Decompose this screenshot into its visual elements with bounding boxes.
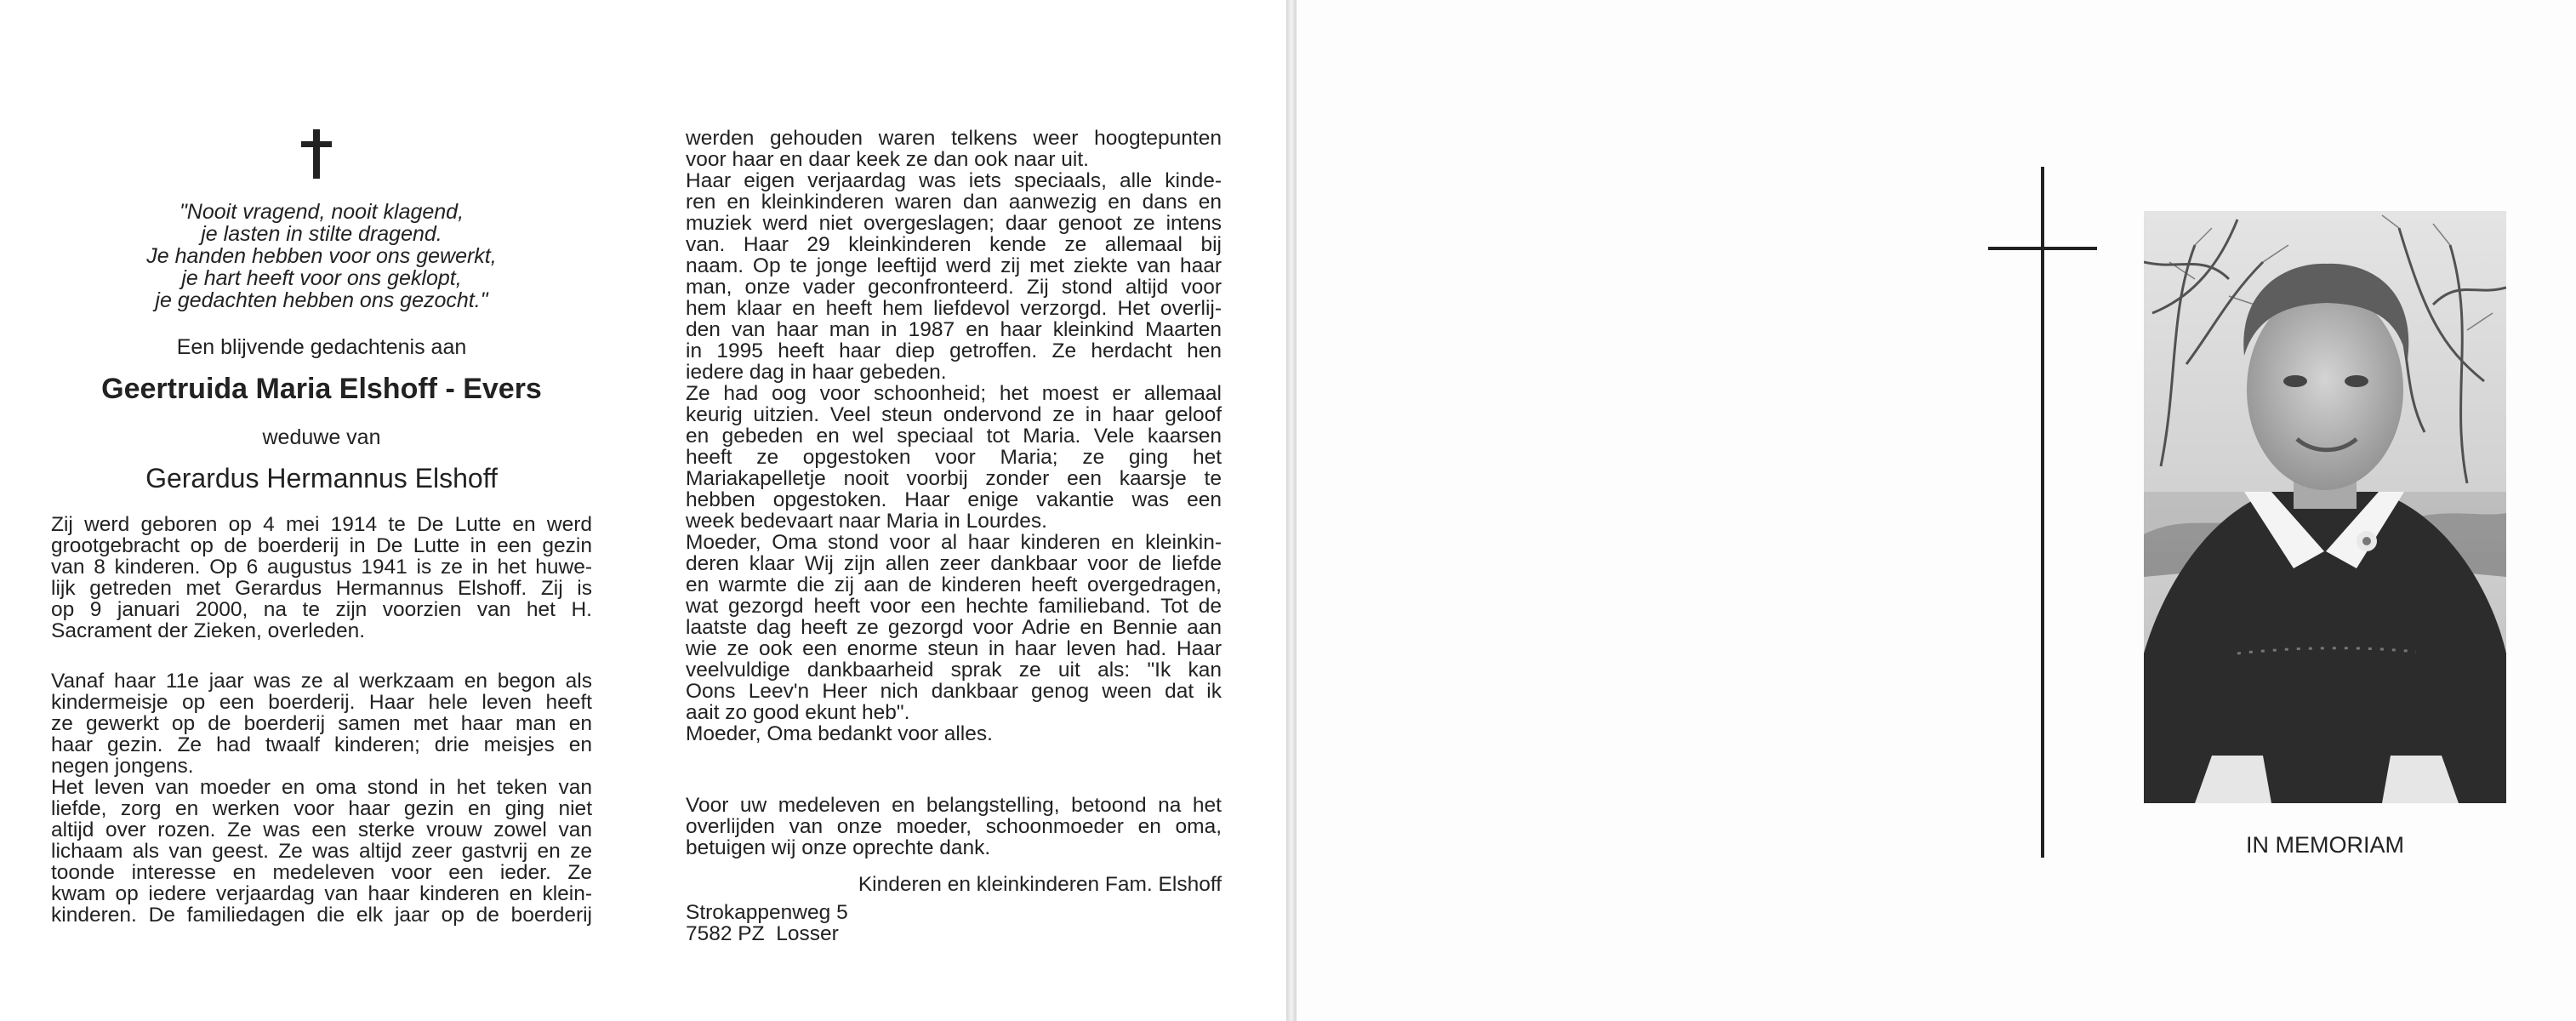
- in-memoriam-caption: IN MEMORIAM: [2246, 832, 2404, 858]
- text-line: liefde, zorg en werken voor haar gezin en ging niet: [51, 797, 592, 820]
- address: [686, 902, 1222, 944]
- large-cross-horizontal: [1988, 247, 2097, 250]
- text-line: in 1995 heeft haar diep getroffen. Ze herdacht hen: [686, 339, 1222, 362]
- text-line: van 8 kinderen. Op 6 augustus 1941 is ze in het huwe-: [51, 556, 592, 579]
- poem: [51, 201, 592, 311]
- intro-text: Een blijvende gedachtenis aan: [176, 335, 467, 359]
- text-line: wat gezorgd heeft voor een hechte familieband. Tot de: [686, 595, 1222, 618]
- text-line: Moeder, Oma stond voor al haar kinderen en kleinkin-: [686, 531, 1222, 554]
- text-line: en gebeden en wel speciaal tot Maria. Vele kaarsen: [686, 425, 1222, 448]
- text-line: haar gezin. Ze had twaalf kinderen; drie meisjes en: [51, 733, 592, 756]
- text-line: Het leven van moeder en oma stond in het teken van: [51, 776, 592, 799]
- text-line: keurig uitzien. Veel steun ondervond ze in haar geloof: [686, 403, 1222, 426]
- text-line: Vanaf haar 11e jaar was ze al werkzaam en begon als: [51, 670, 592, 693]
- address-line: Strokappenweg 5: [686, 901, 848, 924]
- poem-line: je hart heeft voor ons geklopt,: [181, 266, 462, 290]
- text-line: iedere dag in haar gebeden.: [686, 361, 947, 384]
- card-fold: [1286, 0, 1297, 1021]
- spouse-name: Gerardus Hermannus Elshoff: [145, 463, 498, 493]
- portrait-photo: [2144, 211, 2506, 803]
- text-line: op 9 januari 2000, na te zijn voorzien van het H.: [51, 598, 592, 621]
- text-line: lijk getreden met Gerardus Hermannus Elshoff. Zij is: [51, 577, 592, 600]
- text-line: hem klaar en heeft hem liefdevol verzorgd. Het overlij-: [686, 297, 1222, 320]
- biography-paragraph-1: [51, 514, 592, 642]
- text-line: laatste dag heeft ze gezorgd voor Adrie en Bennie aan: [686, 616, 1222, 639]
- text-line: Haar eigen verjaardag was iets speciaals, alle kinde-: [686, 169, 1222, 192]
- text-line: ren en kleinkinderen waren dan aanwezig en dans en: [686, 191, 1222, 214]
- text-line: heeft ze opgestoken voor Maria; ze ging het: [686, 446, 1222, 469]
- text-line: toonde interesse en medeleven voor een ieder. Ze: [51, 861, 592, 884]
- biography-paragraph-2: [51, 670, 592, 926]
- text-line: en warmte die zij aan de kinderen heeft overgedragen,: [686, 573, 1222, 596]
- text-line: Oons Leev'n Heer nich dankbaar genog ween dat ik: [686, 680, 1222, 703]
- text-line: Voor uw medeleven en belangstelling, betoond na het: [686, 794, 1222, 817]
- text-line: aait zo good ekunt heb".: [686, 701, 910, 724]
- text-line: voor haar en daar keek ze dan ook naar uit.: [686, 148, 1089, 171]
- text-line: week bedevaart naar Maria in Lourdes.: [686, 510, 1047, 533]
- poem-line: je gedachten hebben ons gezocht.": [155, 288, 488, 312]
- portrait-illustration: [2144, 211, 2506, 803]
- text-line: altijd over rozen. Ze was een sterke vrouw zowel van: [51, 819, 592, 841]
- text-line: kindermeisje op een boerderij. Haar hele leven heeft: [51, 691, 592, 714]
- poem-line: Je handen hebben voor ons gewerkt,: [146, 244, 497, 268]
- text-line: werden gehouden waren telkens weer hoogtepunten: [686, 127, 1222, 150]
- text-line: kinderen. De familiedagen die elk jaar op de boerderij: [51, 904, 592, 927]
- text-line: deren klaar Wij zijn allen zeer dankbaar voor de liefde: [686, 552, 1222, 575]
- text-line: Ze had oog voor schoonheid; het moest er allemaal: [686, 382, 1222, 405]
- widow-of-text: weduwe van: [262, 425, 381, 449]
- text-line: muziek werd niet overgeslagen; daar genoot ze intens: [686, 212, 1222, 235]
- cross-icon: [299, 129, 333, 180]
- text-line: naam. Op te jonge leeftijd werd zij met ziekte van haar: [686, 254, 1222, 277]
- deceased-name: Geertruida Maria Elshoff - Evers: [101, 373, 542, 405]
- text-line: Zij werd geboren op 4 mei 1914 te De Lutte en werd: [51, 513, 592, 536]
- text-line: kwam op iedere verjaardag van haar kinderen en klein-: [51, 882, 592, 905]
- text-line: Sacrament der Zieken, overleden.: [51, 619, 366, 642]
- text-line: man, onze vader geconfronteerd. Zij stond altijd voor: [686, 276, 1222, 299]
- large-cross-vertical: [2041, 167, 2044, 858]
- text-line: wie ze ook een enorme steun in haar leven had. Haar: [686, 637, 1222, 660]
- poem-line: "Nooit vragend, nooit klagend,: [179, 200, 464, 224]
- family-signature: Kinderen en kleinkinderen Fam. Elshoff: [858, 873, 1222, 896]
- text-line: hebben opgestoken. Haar enige vakantie was een: [686, 488, 1222, 511]
- text-line: veelvuldige dankbaarheid sprak ze uit als: "Ik kan: [686, 659, 1222, 682]
- text-line: betuigen wij onze oprechte dank.: [686, 836, 991, 859]
- text-line: negen jongens.: [51, 755, 194, 778]
- text-line: overlijden van onze moeder, schoonmoeder en oma,: [686, 815, 1222, 838]
- address-line: 7582 PZ Losser: [686, 922, 839, 945]
- text-line: Mariakapelletje nooit voorbij zonder een kaarsje te: [686, 467, 1222, 490]
- text-line: Moeder, Oma bedankt voor alles.: [686, 722, 993, 745]
- text-line: van. Haar 29 kleinkinderen kende ze allemaal bij: [686, 233, 1222, 256]
- thanks-paragraph: [686, 795, 1222, 858]
- biography-paragraph-3: [686, 128, 1222, 744]
- text-line: grootgebracht op de boerderij in De Lutte in een gezin: [51, 534, 592, 557]
- text-line: ze gewerkt op de boerderij samen met haar man en: [51, 712, 592, 735]
- text-line: lichaam als van geest. Ze was altijd zeer gastvrij en ze: [51, 840, 592, 863]
- text-line: den van haar man in 1987 en haar kleinkind Maarten: [686, 318, 1222, 341]
- poem-line: je lasten in stilte dragend.: [201, 222, 442, 246]
